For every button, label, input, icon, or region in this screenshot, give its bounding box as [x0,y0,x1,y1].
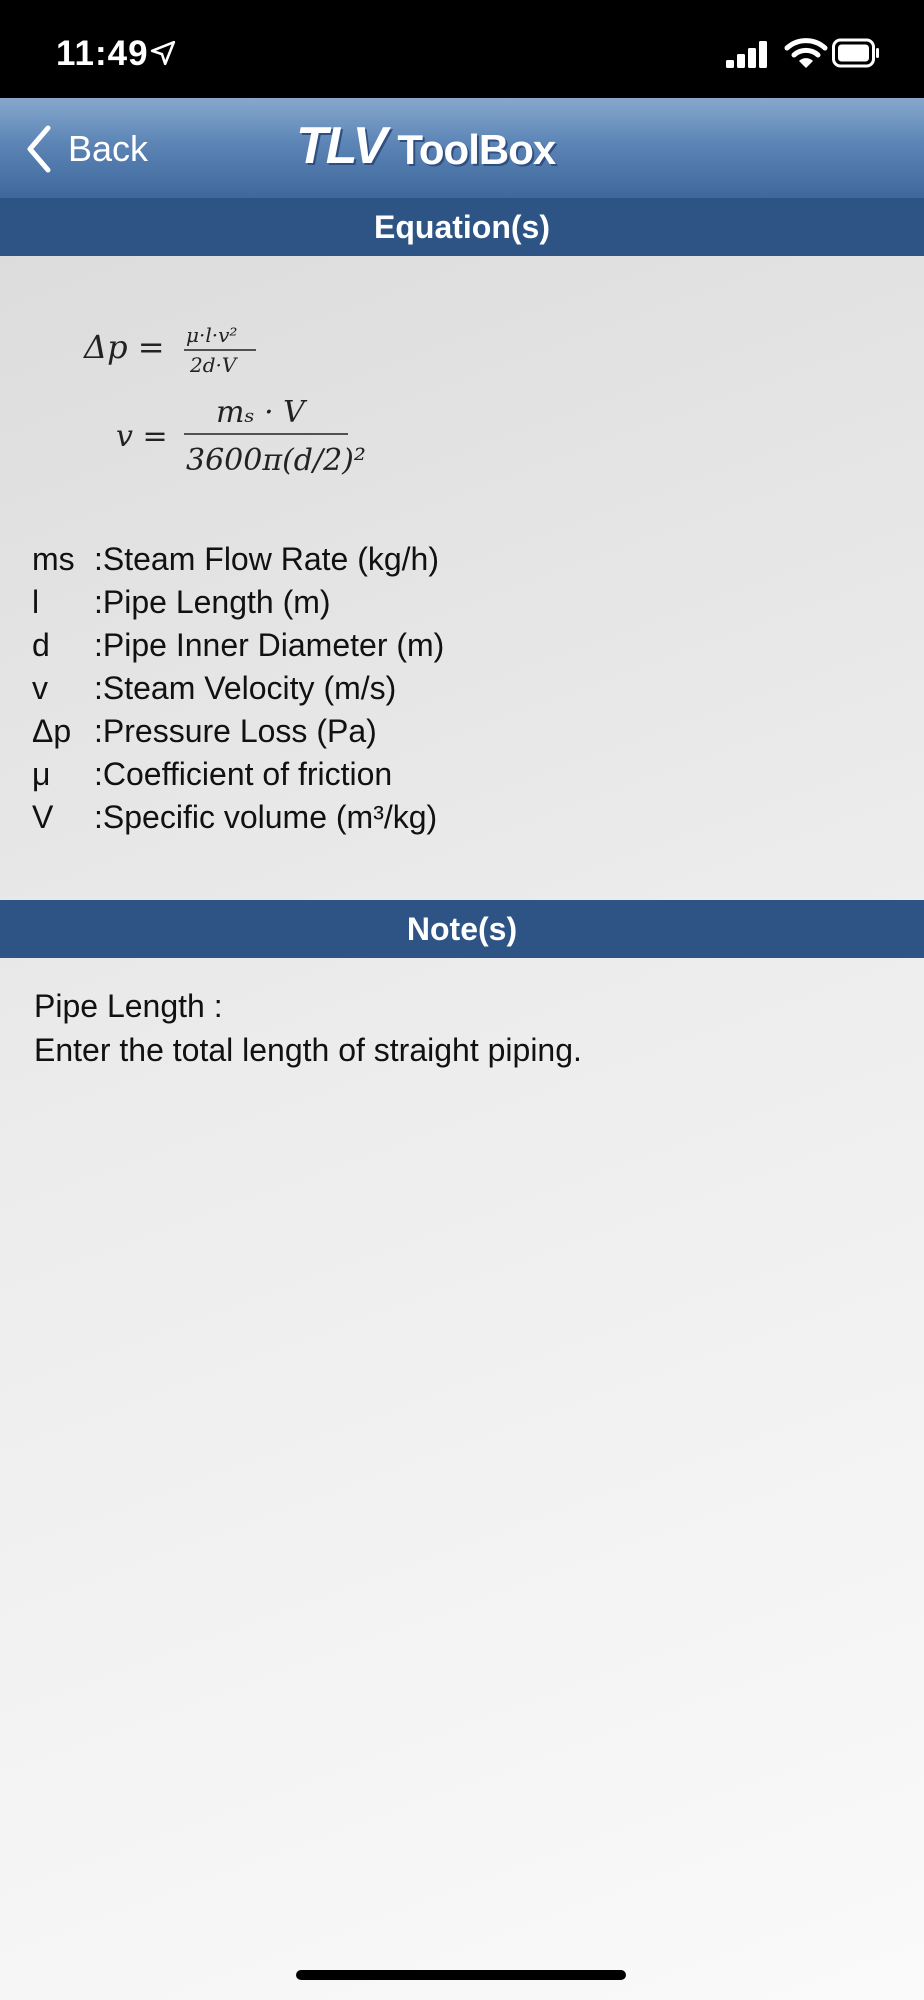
legend-symbol: l [32,584,40,620]
back-label: Back [68,128,149,169]
legend-symbol: Δp [32,713,72,749]
eq2-numerator: mₛ · V [216,395,305,430]
legend-symbol: d [32,627,50,663]
location-arrow-icon [150,40,176,66]
eq1-numerator: μ·l·v² [186,323,238,347]
equations-section-header: Equation(s) [0,198,924,256]
status-time: 11:49 [56,34,149,73]
chevron-left-icon [24,124,54,174]
legend-description: :Coefficient of friction [94,756,393,792]
legend-symbol: v [32,670,48,706]
legend-symbol: V [32,799,54,835]
battery-icon [832,38,880,68]
cellular-signal-icon [724,40,772,68]
legend-row [32,796,444,839]
tlv-toolbox-logo [296,116,555,176]
legend-row [32,667,444,710]
logo-toolbox-text: ToolBox [397,126,556,173]
legend-row [32,538,444,581]
eq1-denominator: 2d·V [190,353,237,377]
legend-description: :Specific volume (m³/kg) [94,799,438,835]
status-bar [0,0,924,98]
legend-description: :Steam Velocity (m/s) [94,670,397,706]
legend-row [32,581,444,624]
eq2-lhs: v = [116,419,168,454]
note-body: Enter the total length of straight piping. [34,1032,582,1068]
legend-description: :Pipe Inner Diameter (m) [94,627,445,663]
eq2-denominator: 3600π(d/2)² [186,443,366,478]
wifi-icon [784,36,828,70]
back-button[interactable] [24,122,148,176]
equations-formula [80,318,380,498]
legend-row [32,753,444,796]
legend-description: :Pressure Loss (Pa) [94,713,377,749]
legend-symbol: ms [32,541,75,577]
variable-legend [32,538,444,839]
legend-row [32,624,444,667]
legend-symbol: μ [32,756,51,792]
navigation-bar [0,98,924,198]
legend-description: :Steam Flow Rate (kg/h) [94,541,439,577]
note-title: Pipe Length : [34,988,223,1024]
logo-tlv-text: TLV [296,117,386,175]
notes-section-header: Note(s) [0,900,924,958]
legend-row [32,710,444,753]
home-indicator[interactable] [296,1970,626,1980]
legend-description: :Pipe Length (m) [94,584,331,620]
notes-content [34,984,582,1072]
eq1-lhs: Δp = [84,328,165,366]
